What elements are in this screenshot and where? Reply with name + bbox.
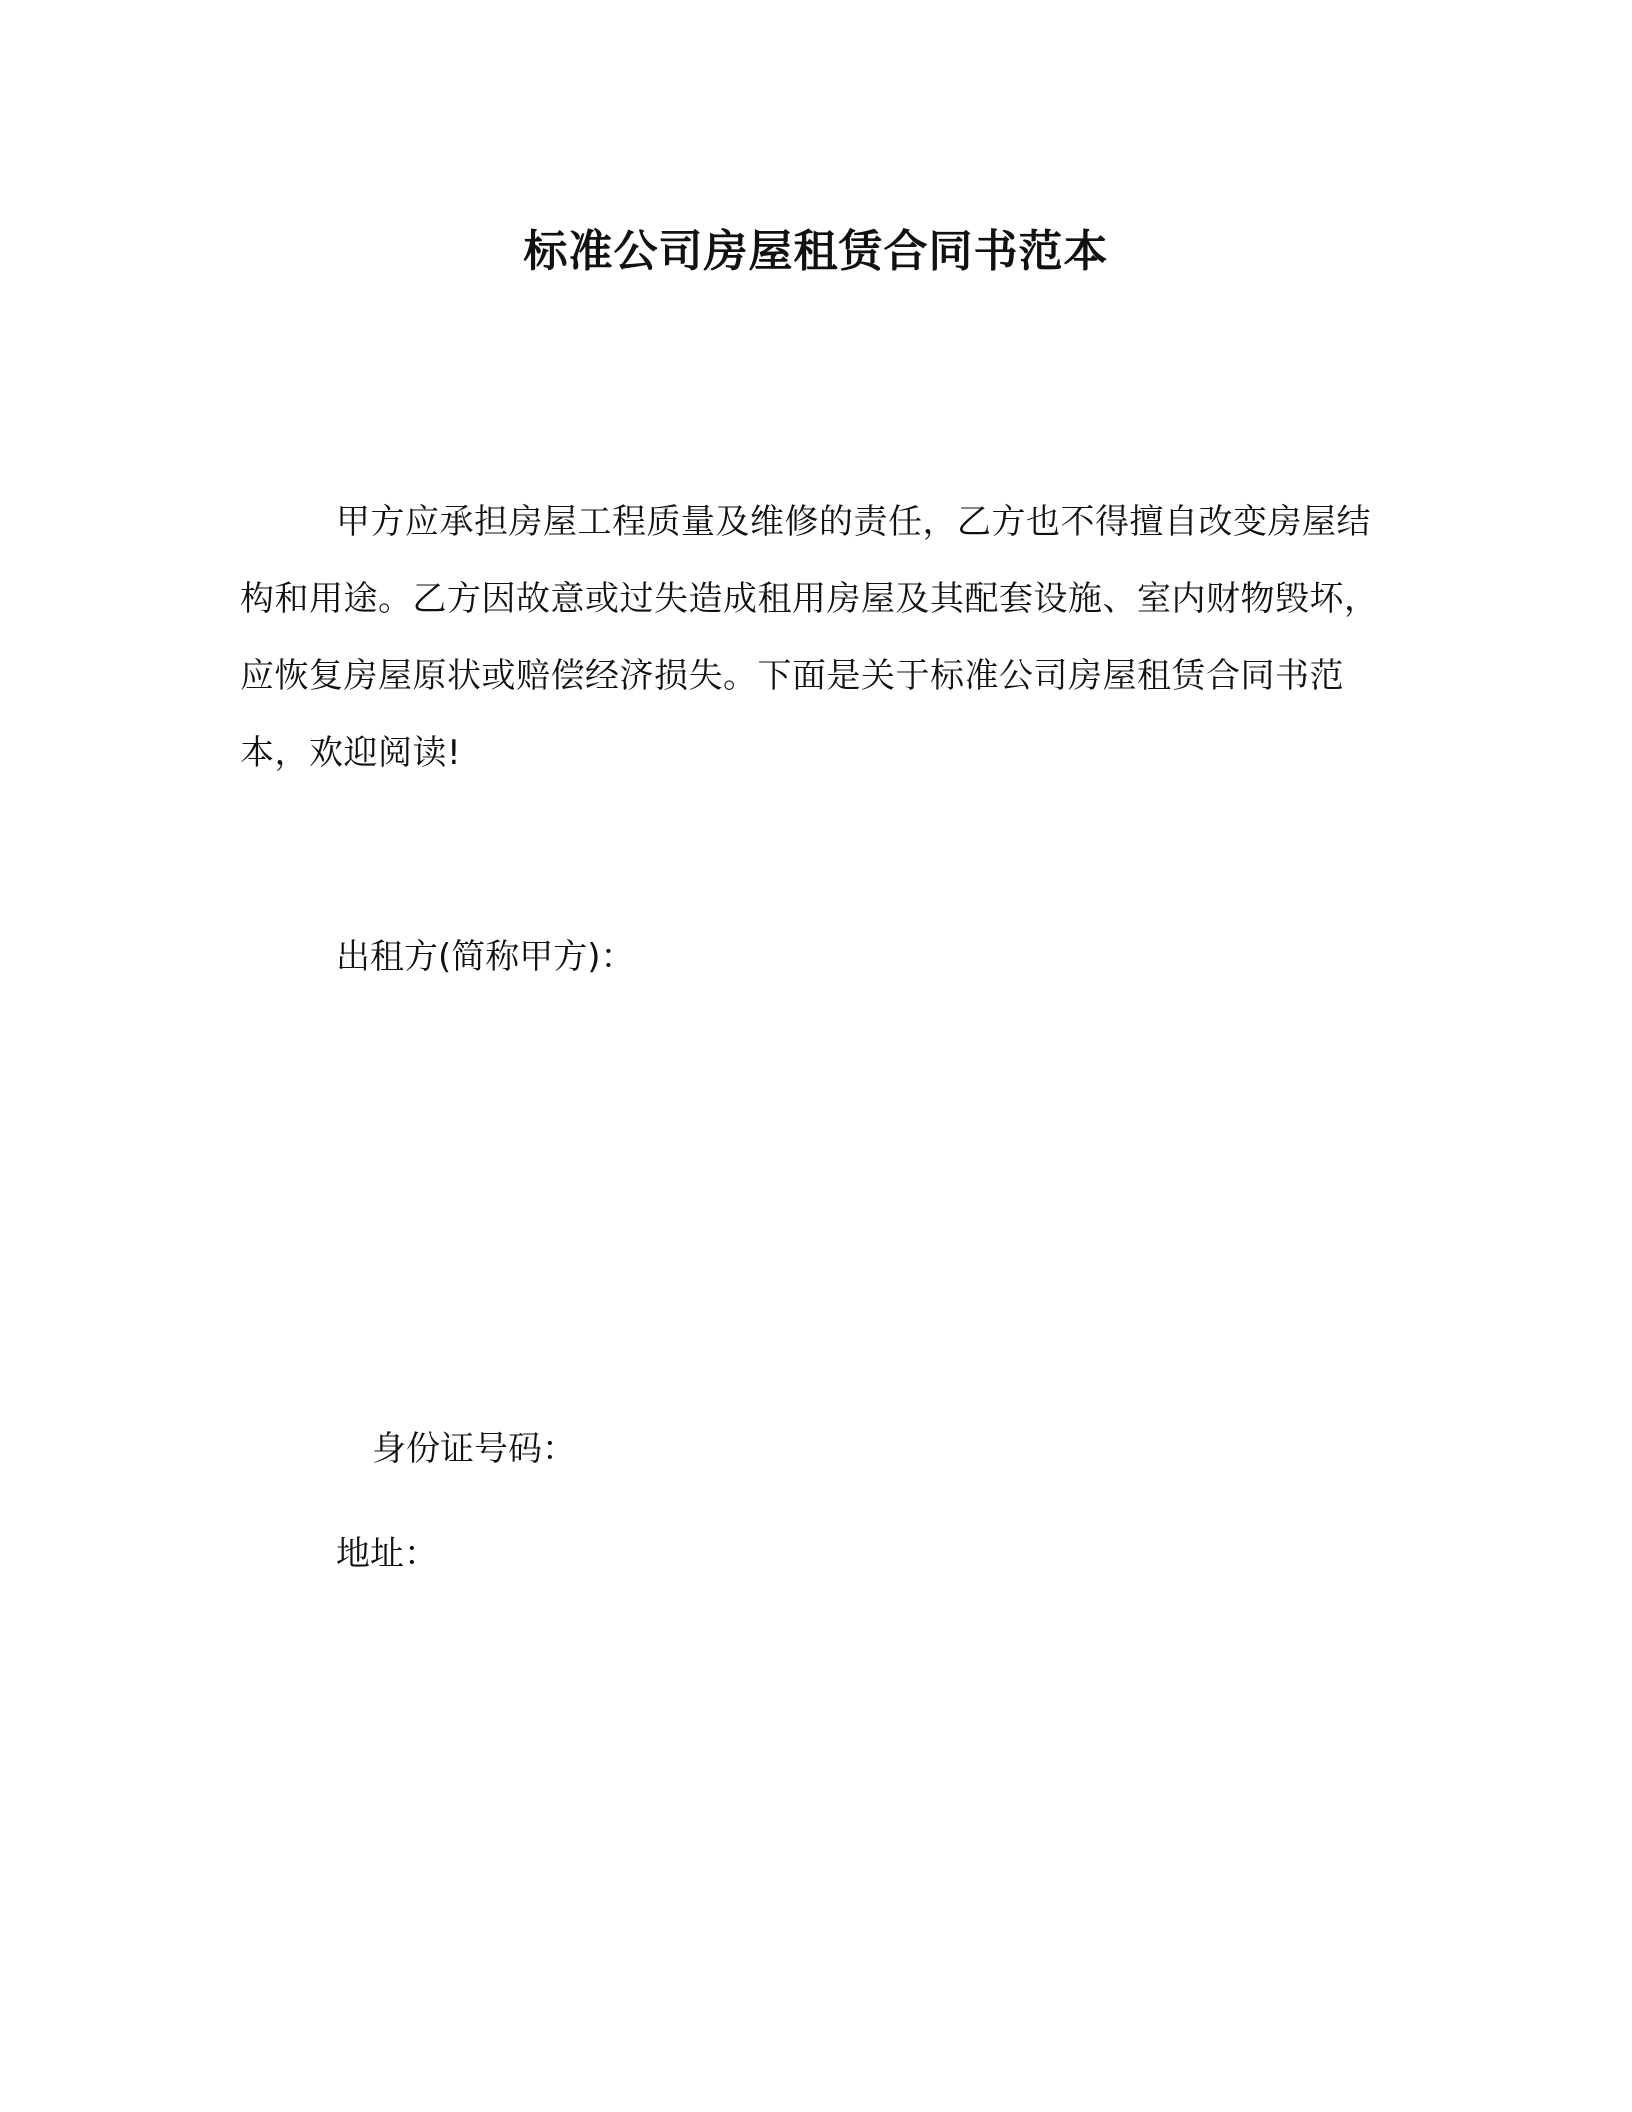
address-label: 地址： xyxy=(336,1534,438,1574)
document-title: 标准公司房屋租赁合同书范本 xyxy=(523,226,1109,277)
intro-paragraph: 甲方应承担房屋工程质量及维修的责任，乙方也不得擅自改变房屋结构和用途。乙方因故意或过失造成租用房屋及其配套设施、室内财物毁坏，应恢复房屋原状或赔偿经济损失。下面是关于标准公司房屋租赁合同书范本，欢迎阅读! xyxy=(240,502,1379,773)
lessor-label: 出租方(简称甲方)： xyxy=(336,937,635,977)
id-number-label: 身份证号码： xyxy=(372,1429,576,1469)
